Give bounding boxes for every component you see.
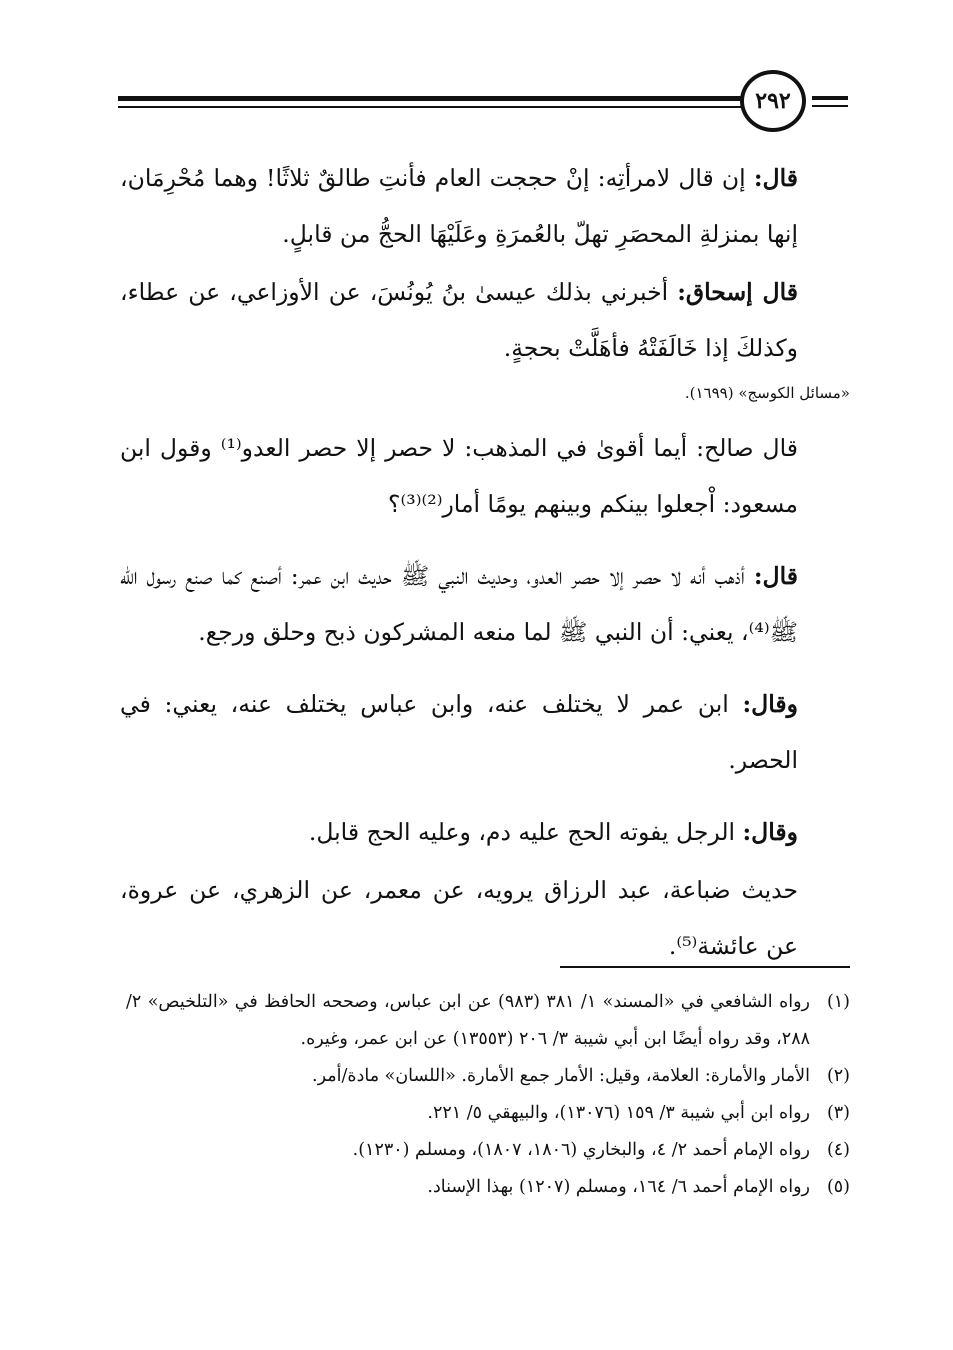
header-rule-right-thick: [812, 96, 848, 100]
footnote-number: (١): [826, 992, 850, 1012]
source-note: «مسائل الكوسج» (١٦٩٩).: [684, 384, 850, 402]
paragraph-5: [120, 676, 850, 788]
footnote-text: الأمار والأمارة: العلامة، وقيل: الأمار جمع الأمارة. «اللسان» مادة/أمر.: [312, 1066, 810, 1086]
paragraph-text: قال صالح: أيما أقوىٰ في المذهب: لا حصر إلا حصر العدو⁽¹⁾ وقول ابن مسعود: اْجعلوا بينكم وبينهم يومًا أمار⁽²⁾⁽³⁾؟: [120, 434, 798, 518]
footnote-2: [126, 1058, 850, 1095]
footnote-number: (٤): [826, 1140, 850, 1160]
footnote-text: رواه الشافعي في «المسند» ١/ ٣٨١ (٩٨٣) عن ابن عباس، وصححه الحافظ في «التلخيص» ٢/ ٢٨٨، وقد رواه أيضًا ابن أبي شيبة ٣/ ٢٠٦ (١٣٥٥٣) عن ابن عمر، وغيره.: [126, 992, 810, 1049]
footnote-number: (٥): [826, 1177, 850, 1197]
footnote-1: [126, 984, 850, 1058]
footnote-4: [126, 1132, 850, 1169]
paragraph-text: ابن عمر لا يختلف عنه، وابن عباس يختلف عنه، يعني: في الحصر.: [120, 690, 798, 774]
paragraph-7: [120, 862, 850, 974]
footnote-text: رواه الإمام أحمد ٢/ ٤، والبخاري (١٨٠٦، ١٨٠٧)، ومسلم (١٢٣٠).: [352, 1140, 810, 1160]
header-rule-thin: [118, 106, 750, 108]
header-rule-thick: [118, 96, 750, 101]
paragraph-3: [120, 420, 850, 532]
footnote-3: [126, 1095, 850, 1132]
paragraph-lead: قال:: [753, 164, 798, 192]
main-text: [120, 150, 850, 976]
paragraph-lead: قال إسحاق:: [677, 278, 798, 306]
paragraph-lead: وقال:: [742, 690, 798, 718]
paragraph-text: حديث ضباعة، عبد الرزاق يرويه، عن معمر، عن الزهري، عن عروة، عن عائشة⁽⁵⁾.: [120, 876, 798, 960]
paragraph-text: أذهب أنه لا حصر إلا حصر العدو، وحديث النبي ﷺ حديث ابن عمر: أصنع كما صنع رسول الله ﷺ⁽⁴⁾، يعني: أن النبي ﷺ لما منعه المشركون ذبح وحلق ورجع.: [120, 562, 798, 646]
footnote-text: رواه ابن أبي شيبة ٣/ ١٥٩ (١٣٠٧٦)، والبيهقي ٥/ ٢٢١.: [427, 1103, 810, 1123]
paragraph-text: أخبرني بذلك عيسىٰ بنُ يُونُسَ، عن الأوزاعي، عن عطاء، وكذلكَ إذا خَالَفَتْهُ فأهَلَّتْ بحجةٍ.: [120, 278, 798, 362]
paragraph-6: [120, 804, 850, 860]
page-header: [0, 0, 953, 140]
page-number: ٢٩٢: [740, 70, 806, 132]
paragraph-2: [120, 264, 850, 376]
footnote-separator: [560, 966, 850, 968]
header-rule-right-thin: [812, 105, 848, 107]
footnote-5: [126, 1169, 850, 1206]
paragraph-1: [120, 150, 850, 262]
footnote-number: (٢): [826, 1066, 850, 1086]
paragraph-4: [120, 548, 850, 660]
footnote-number: (٣): [826, 1103, 850, 1123]
paragraph-text: إن قال لامرأتِه: إنْ حججت العام فأنتِ طالقٌ ثلاثًا! وهما مُحْرِمَان، إنها بمنزلةِ المحصَرِ تهلّ بالعُمرَةِ وعَلَيْهَا الحجُّ من قابلٍ.: [120, 164, 798, 248]
paragraph-lead: قال:: [753, 562, 798, 590]
paragraph-lead: وقال:: [742, 818, 798, 846]
footnotes: [126, 984, 850, 1206]
paragraph-text: الرجل يفوته الحج عليه دم، وعليه الحج قابل.: [308, 818, 743, 846]
footnote-text: رواه الإمام أحمد ٦/ ١٦٤، ومسلم (١٢٠٧) بهذا الإسناد.: [427, 1177, 810, 1197]
